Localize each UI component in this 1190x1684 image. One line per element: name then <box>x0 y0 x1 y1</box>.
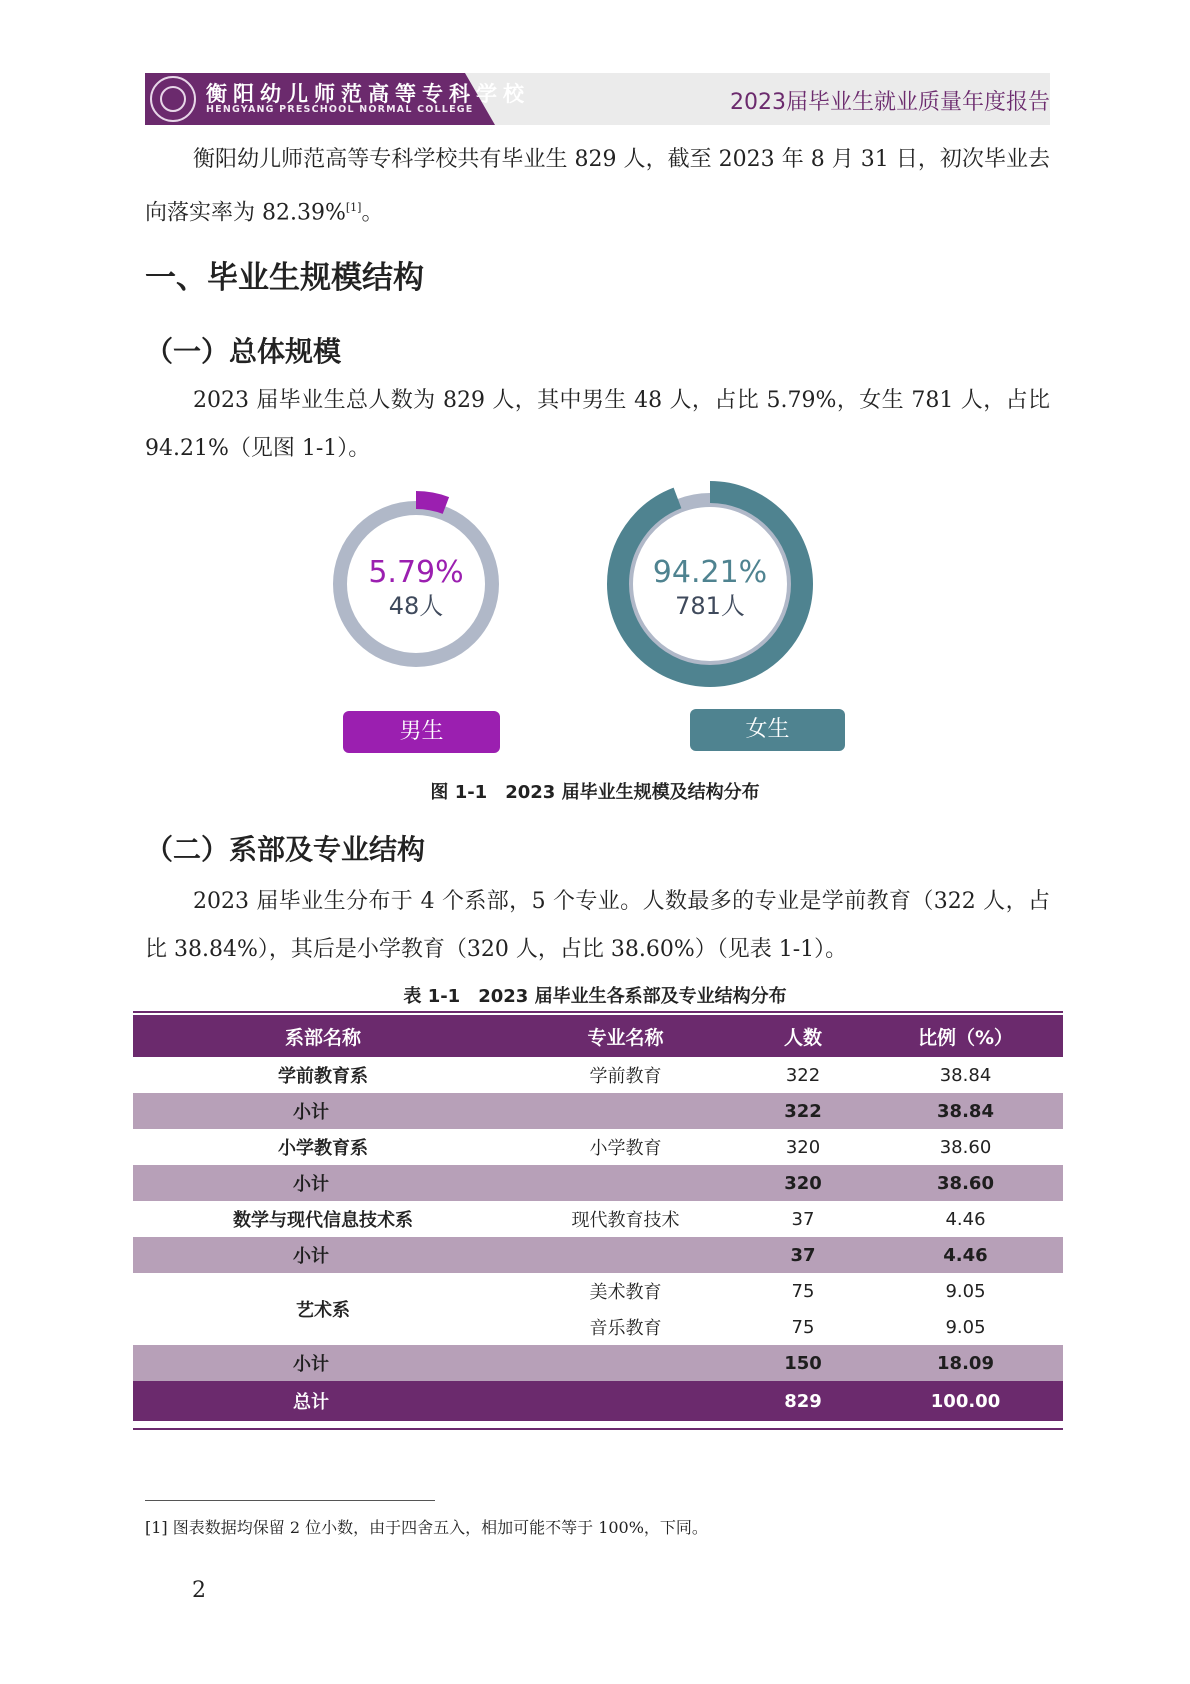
count-cell: 37 <box>791 1208 815 1230</box>
table-row <box>133 1057 1063 1093</box>
school-name-en: HENGYANG PRESCHOOL NORMAL COLLEGE <box>206 104 474 115</box>
pct-cell: 4.46 <box>945 1208 986 1230</box>
subtotal-label: 小计 <box>133 1237 738 1273</box>
pct-cell: 100.00 <box>868 1381 1063 1421</box>
table-row <box>133 1273 1063 1309</box>
pct-cell: 38.60 <box>868 1165 1063 1201</box>
table-row <box>133 1129 1063 1165</box>
col-header-pct: 比例（%） <box>868 1015 1063 1057</box>
donut-female <box>618 492 802 676</box>
school-logo-icon <box>150 76 196 122</box>
pct-cell: 38.84 <box>868 1093 1063 1129</box>
count-cell: 320 <box>738 1165 868 1201</box>
donut-count-label: 781人 <box>675 592 745 620</box>
subtotal-row <box>133 1165 1063 1201</box>
donut-percent-label: 94.21% <box>652 555 768 590</box>
dept-major-table <box>133 1015 1063 1421</box>
major-cell: 音乐教育 <box>589 1318 662 1339</box>
pct-cell: 38.60 <box>939 1136 992 1158</box>
donut-percent-label: 5.79% <box>368 555 464 590</box>
major-cell: 小学教育 <box>589 1138 662 1159</box>
dept-cell: 学前教育系 <box>278 1066 368 1087</box>
dept-cell: 艺术系 <box>296 1300 350 1321</box>
section-title: 一、毕业生规模结构 <box>145 260 424 296</box>
count-cell: 150 <box>738 1345 868 1381</box>
major-cell: 学前教育 <box>589 1066 662 1087</box>
donut-count-label: 48人 <box>388 592 444 620</box>
intro-paragraph <box>145 136 1050 237</box>
table-header-row <box>133 1015 1063 1057</box>
table-caption: 表 1-1 2023 届毕业生各系部及专业结构分布 <box>403 986 787 1007</box>
intro-end: 。 <box>361 200 384 226</box>
total-row <box>133 1381 1063 1421</box>
major-cell: 现代教育技术 <box>571 1210 680 1231</box>
pct-cell: 18.09 <box>868 1345 1063 1381</box>
structure-text: 2023 届毕业生分布于 4 个系部，5 个专业。人数最多的专业是学前教育（322 人，占比 38.84%），其后是小学教育（320 人，占比 38.60%）（见表 1-1）。 <box>145 889 1050 962</box>
pct-cell: 9.05 <box>945 1280 986 1302</box>
count-cell: 320 <box>785 1136 821 1158</box>
donut-male <box>332 500 500 668</box>
table-top-rule <box>133 1011 1063 1013</box>
subtotal-row <box>133 1093 1063 1129</box>
major-cell: 美术教育 <box>589 1282 662 1303</box>
col-header-count: 人数 <box>738 1015 868 1057</box>
count-cell: 829 <box>738 1381 868 1421</box>
school-name-cn: 衡阳幼儿师范高等专科学校 <box>206 81 530 106</box>
subtotal-row <box>133 1237 1063 1273</box>
gender-donut-chart <box>300 470 900 710</box>
col-header-dept: 系部名称 <box>133 1015 513 1057</box>
figure-caption: 图 1-1 2023 届毕业生规模及结构分布 <box>430 782 760 803</box>
scale-text: 2023 届毕业生总人数为 829 人，其中男生 48 人，占比 5.79%，女生 781 人，占比 94.21%（见图 1-1）。 <box>145 388 1050 461</box>
total-label: 总计 <box>133 1381 738 1421</box>
page-number: 2 <box>192 1578 206 1603</box>
count-cell: 322 <box>738 1093 868 1129</box>
legend-female: 女生 <box>690 709 845 751</box>
dept-cell: 数学与现代信息技术系 <box>233 1210 413 1231</box>
footnote-rule <box>145 1500 435 1501</box>
structure-paragraph <box>145 878 1050 974</box>
pct-cell: 4.46 <box>868 1237 1063 1273</box>
count-cell: 75 <box>791 1280 815 1302</box>
table-bottom-rule <box>133 1428 1063 1430</box>
subtotal-label: 小计 <box>133 1345 738 1381</box>
pct-cell: 9.05 <box>945 1316 986 1338</box>
scale-paragraph <box>145 377 1050 473</box>
table-row <box>133 1201 1063 1237</box>
intro-text: 衡阳幼儿师范高等专科学校共有毕业生 829 人，截至 2023 年 8 月 31 日，初次毕业去向落实率为 82.39% <box>145 147 1050 226</box>
footnote-ref: [1] <box>345 201 362 214</box>
subtotal-label: 小计 <box>133 1165 738 1201</box>
legend-male: 男生 <box>343 711 500 753</box>
col-header-major: 专业名称 <box>513 1015 738 1057</box>
count-cell: 322 <box>785 1064 821 1086</box>
subtotal-row <box>133 1345 1063 1381</box>
subtotal-label: 小计 <box>133 1093 738 1129</box>
count-cell: 37 <box>738 1237 868 1273</box>
subsection-title-1: （一）总体规模 <box>145 335 342 368</box>
report-title: 2023届毕业生就业质量年度报告 <box>730 90 1050 115</box>
count-cell: 75 <box>791 1316 815 1338</box>
pct-cell: 38.84 <box>939 1064 992 1086</box>
footnote: [1] 图表数据均保留 2 位小数，由于四舍五入，相加可能不等于 100%，下同。 <box>145 1518 708 1537</box>
dept-cell: 小学教育系 <box>278 1138 368 1159</box>
subsection-title-2: （二）系部及专业结构 <box>145 833 426 866</box>
